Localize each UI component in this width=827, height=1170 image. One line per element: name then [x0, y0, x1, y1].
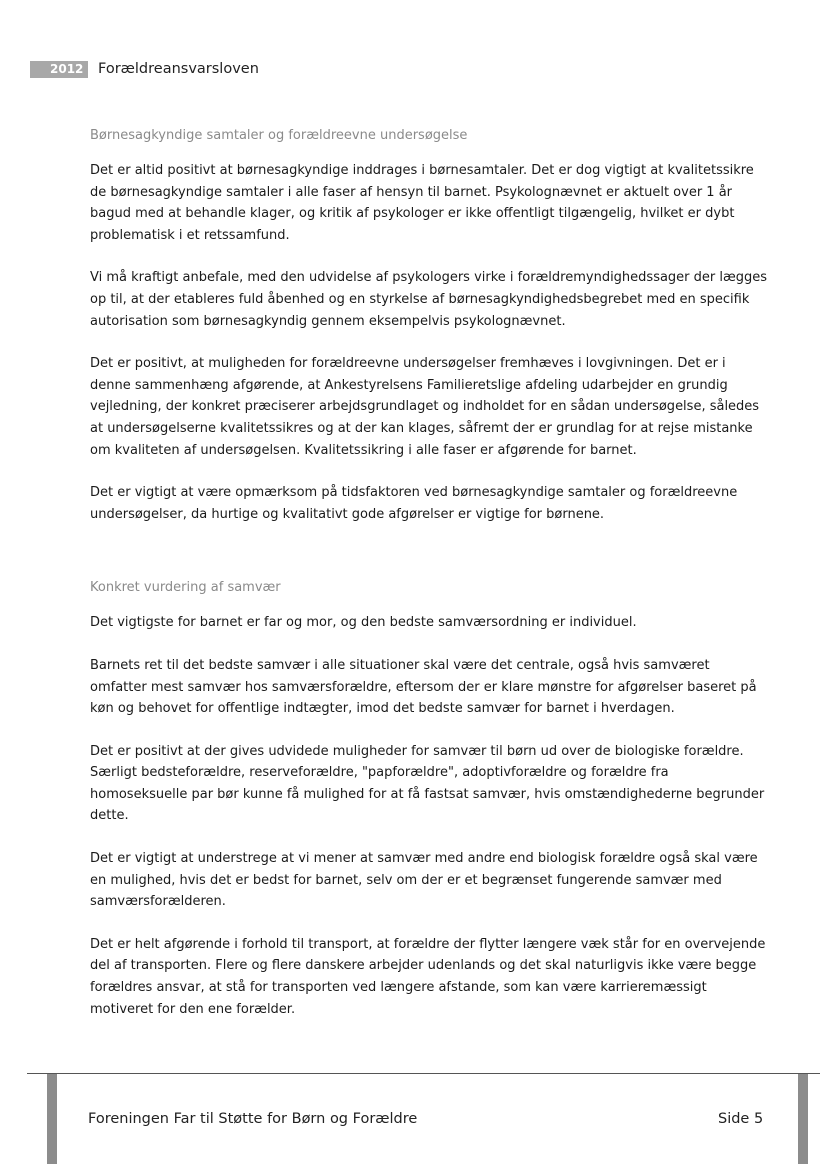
document-body [90, 128, 770, 1041]
paragraph: Vi må kraftigt anbefale, med den udvidelse af psykologers virke i forældremyndighedssager der lægges op til, at der etableres fuld åbenhed og en styrkelse af børnesagkyndighedsbegrebet med en specifik autorisation som børnesagkyndig gennem eksempelvis psykolognævnet. [90, 270, 768, 329]
footer-divider [27, 1073, 820, 1074]
year-badge: 2012 [30, 61, 88, 78]
paragraph: Det er positivt, at muligheden for forældreevne undersøgelser fremhæves i lovgivningen. Det er i denne sammenhæng afgørende, at Ankestyrelsens Familieretslige afdeling udarbejder en grundig vejledning, der konkret præciserer arbejdsgrundlaget og indholdet for en sådan undersøgelse, således at undersøgelserne kvalitetssikres og at der kan klages, såfremt der er grundlag for at rejse mistanke om kvaliteten af undersøgelsen. Kvalitetssikring i alle faser er afgørende for barnet. [90, 356, 760, 458]
page-number: Side 5 [718, 1111, 764, 1127]
page-header [30, 58, 259, 80]
footer-organization: Foreningen Far til Støtte for Børn og Forældre [88, 1111, 418, 1127]
section-title: Konkret vurdering af samvær [90, 580, 281, 596]
section-child-expert-interviews [90, 128, 770, 525]
paragraph: Det vigtigste for barnet er far og mor, og den bedste samværsordning er individuel. [90, 615, 637, 631]
section-title: Børnesagkyndige samtaler og forældreevne undersøgelse [90, 128, 468, 143]
paragraph: Det er positivt at der gives udvidede muligheder for samvær til børn ud over de biologiske forældre. Særligt bedsteforældre, reserveforældre, "papforældre", adoptivforældre og forældre fra homoseksuelle par bør kunne få mulighed for at få fastsat samvær, hvis omstændighederne begrunder dette. [90, 743, 765, 824]
document-title: Forældreansvarsloven [98, 61, 259, 77]
section-visitation-assessment [90, 580, 770, 1020]
paragraph: Det er helt afgørende i forhold til transport, at forældre der flytter længere væk står for en overvejende del af transporten. Flere og flere danskere arbejder udenlands og det skal naturligvis ikke være begge forældres ansvar, at stå for transporten ved længere afstande, som kan være karrieremæssigt motiveret for den ene forælder. [90, 936, 766, 1017]
paragraph: Det er vigtigt at understrege at vi mener at samvær med andre end biologisk forældre også skal være en mulighed, hvis det er bedst for barnet, selv om der er et begrænset fungerende samvær med samværsforælderen. [90, 851, 758, 910]
footer-bar-left [47, 1074, 57, 1164]
paragraph: Barnets ret til det bedste samvær i alle situationer skal være det centrale, også hvis samværet omfatter mest samvær hos samværsforældre, eftersom der er klare mønstre for afgørelser baseret på køn og behovet for offentlige indtægter, imod det bedste samvær for barnet i hverdagen. [90, 657, 757, 717]
paragraph: Det er altid positivt at børnesagkyndige inddrages i børnesamtaler. Det er dog vigtigt at kvalitetssikre de børnesagkyndige samtaler i alle faser af hensyn til barnet. Psykolognævnet er aktuelt over 1 år bagud med at behandle klager, og kritik af psykologer er ikke offentligt tilgængelig, hvilket er dybt problematisk i et retssamfund. [90, 163, 754, 243]
paragraph: Det er vigtigt at være opmærksom på tidsfaktoren ved børnesagkyndige samtaler og forældreevne undersøgelser, da hurtige og kvalitativt gode afgørelser er vigtige for børnene. [90, 485, 738, 522]
footer-bar-right [798, 1074, 808, 1164]
